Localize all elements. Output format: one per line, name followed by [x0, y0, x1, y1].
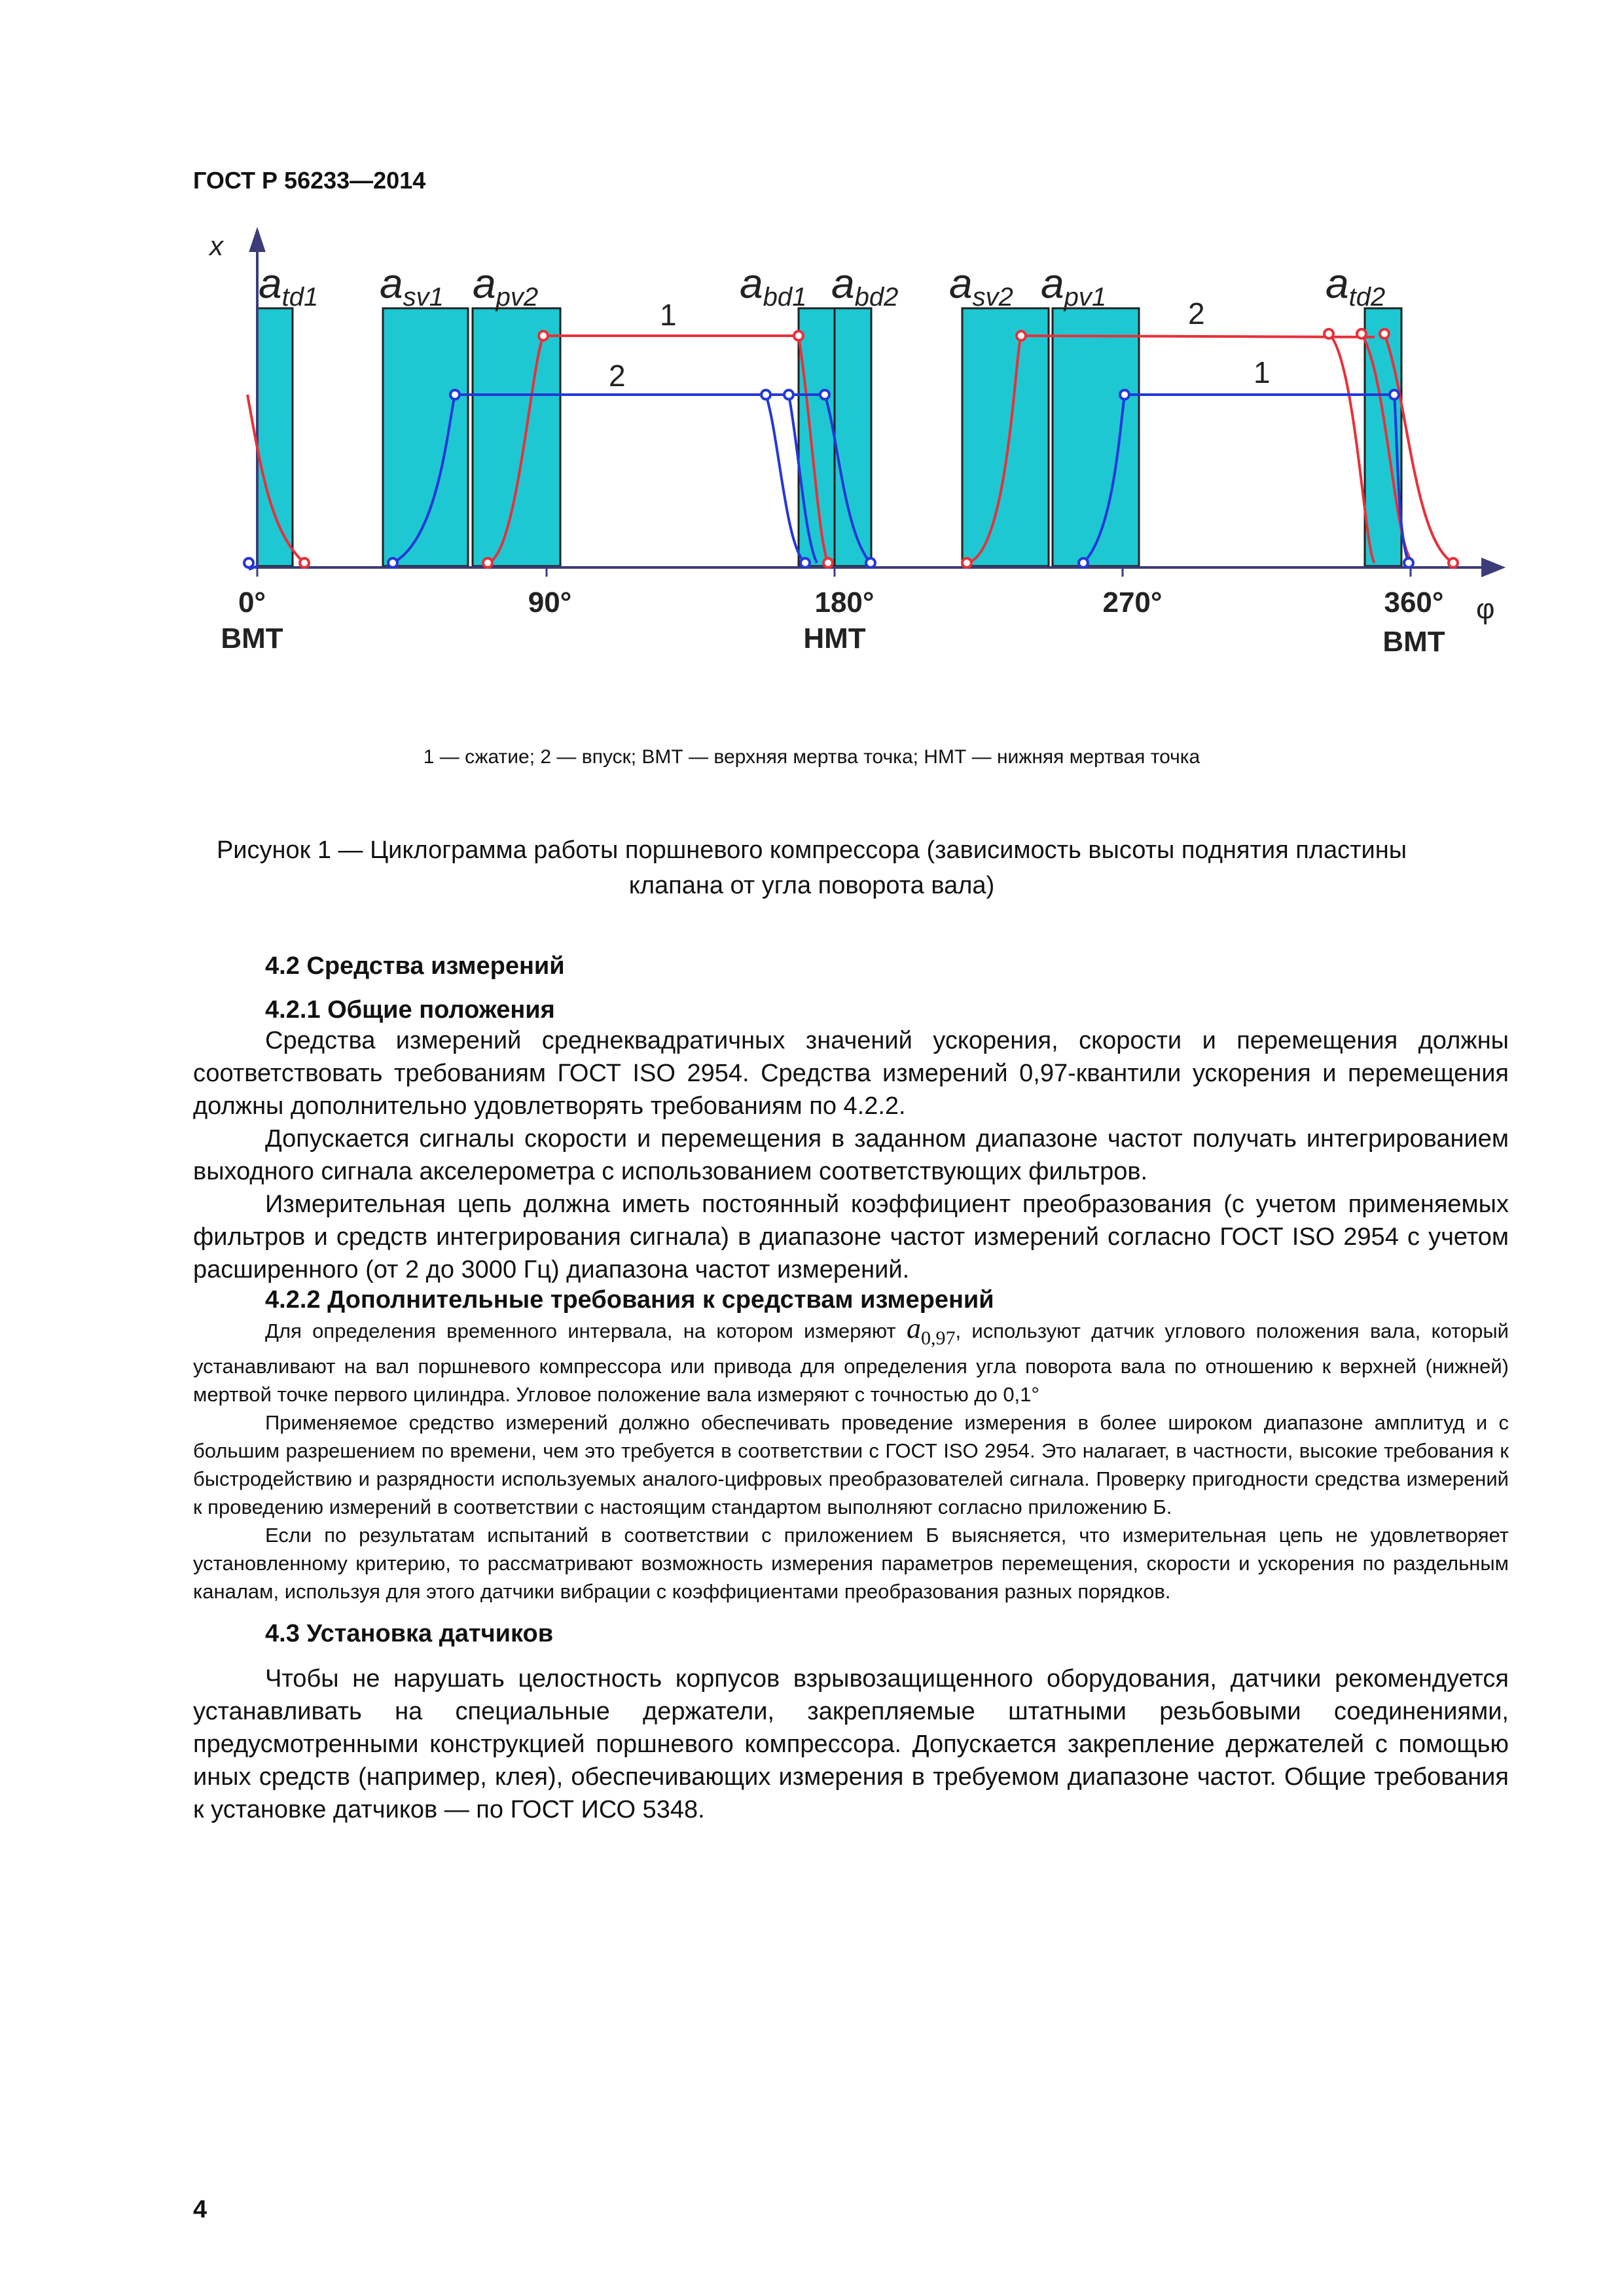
paragraph-4-2-1-a: Средства измерений среднеквадратичных значений ускорения, скорости и перемещения должны соответствовать требованиям ГОСТ ISO 2954. Средства измерений 0,97-квантили ускорения и перемещения должны дополнительно удовлетворять требованиям по 4.2.2. — [193, 1027, 1509, 1120]
bar-apv1 — [1053, 308, 1139, 566]
bar-abd1 — [799, 308, 835, 566]
label-atd1: atd1 — [259, 260, 319, 312]
label-abd1: abd1 — [740, 260, 807, 312]
tick-270: 270° — [1102, 586, 1163, 619]
tick-marks — [257, 567, 1411, 577]
point-vmt-start: ВМТ — [221, 622, 283, 655]
label-atd2: atd2 — [1326, 260, 1386, 312]
cyclogram-figure — [190, 226, 1506, 671]
paragraph-4-2-2-b: Применяемое средство измерений должно обеспечивать проведение измерения в более широком диапазоне амплитуд и с большим разрешением по времени, чем это требуется в соответствии с ГОСТ ISO 2954. Это налагает, в частности, высокие требования к быстродействию и разрядности используемых аналого-цифровых преобразователей сигнала. Проверку пригодности средства измерений к проведению измерений в соответствии с настоящим стандартом выполняют согласно приложению Б. — [193, 1410, 1509, 1518]
p1-before: Для определения временного интервала, на котором измеряют — [265, 1319, 896, 1342]
bar-asv1 — [383, 308, 468, 566]
heading-4-2-1: 4.2.1 Общие положения — [265, 996, 555, 1024]
curve-number-labels — [609, 296, 1271, 393]
label-apv1: apv1 — [1041, 260, 1107, 312]
heading-4-2-2: 4.2.2 Дополнительные требования к средствам измерений — [265, 1286, 994, 1314]
bar-atd1 — [257, 308, 293, 566]
valve-bars — [257, 308, 1401, 566]
curve-label-1-left: 1 — [660, 298, 677, 332]
y-axis-label: x — [209, 230, 223, 261]
tick-90: 90° — [528, 586, 572, 619]
tick-0: 0° — [238, 586, 266, 619]
dead-point-labels — [221, 622, 1445, 658]
point-nmt: НМТ — [803, 622, 866, 655]
figure-legend: 1 — сжатие; 2 — впуск; ВМТ — верхняя мертва точка; НМТ — нижняя мертвая точка — [423, 746, 1200, 768]
bar-apv2 — [473, 308, 560, 566]
bar-asv2 — [962, 308, 1049, 566]
document-header: ГОСТ Р 56233—2014 — [193, 167, 426, 194]
heading-4-2: 4.2 Средства измерений — [265, 952, 565, 980]
label-asv1: asv1 — [380, 260, 444, 312]
quantile-symbol: $a_{0,97}$ — [906, 1312, 956, 1349]
tick-labels — [238, 586, 1444, 619]
p1-after: , используют датчик углового положения вала, который устанавливают на вал поршневого компрессора или привода для определения угла поворота вала по отношению к верхней (нижней) мертвой точке первого цилиндра. Угловое положение вала измеряют с точностью до 0,1° — [193, 1319, 1509, 1406]
paragraph-4-2-1-b: Допускается сигналы скорости и перемещения в заданном диапазоне частот получать интегрированием выходного сигнала акселерометра с использованием соответствующих фильтров. — [193, 1125, 1509, 1185]
label-apv2: apv2 — [473, 260, 539, 312]
paragraph-4-3: Чтобы не нарушать целостность корпусов взрывозащищенного оборудования, датчики рекомендуется устанавливать на специальные держатели, закрепляемые штатными резьбовыми соединениями, предусмотренными конструкцией поршневого компрессора. Допускается закрепление держателей с помощью иных средств (например, клея), обеспечивающих измерения в требуемом диапазоне частот. Общие требования к установке датчиков — по ГОСТ ИСО 5348. — [193, 1664, 1509, 1823]
label-abd2: abd2 — [831, 260, 899, 312]
x-axis-label: φ — [1476, 593, 1495, 625]
valve-labels — [259, 260, 1385, 312]
tick-360: 360° — [1384, 586, 1444, 619]
curve-label-2-right: 2 — [1188, 296, 1205, 331]
heading-4-3: 4.3 Установка датчиков — [265, 1619, 554, 1647]
label-asv2: asv2 — [949, 260, 1013, 312]
paragraph-4-2-1-c: Измерительная цепь должна иметь постоянный коэффициент преобразования (с учетом применяемых фильтров и средств интегрирования сигнала) в диапазоне частот измерений согласно ГОСТ ISO 2954 с учетом расширенного (от 2 до 3000 Гц) диапазона частот измерений. — [193, 1191, 1509, 1283]
paragraph-4-2-2-c: Если по результатам испытаний в соответствии с приложением Б выясняется, что измерительная цепь не удовлетворяет установленному критерию, то рассматривают возможность измерения параметров перемещения, скорости и ускорения по раздельным каналам, используя для этого датчики вибрации с коэффициентами преобразования разных порядков. — [193, 1523, 1509, 1603]
page-number: 4 — [193, 2196, 208, 2223]
curve-label-2-left: 2 — [609, 359, 626, 393]
section-4-2 — [193, 952, 1509, 1826]
point-vmt-end: ВМТ — [1382, 626, 1445, 658]
caption-line-1: Рисунок 1 — Циклограмма работы поршневого компрессора (зависимость высоты поднятия пластины — [216, 836, 1407, 864]
tick-180: 180° — [814, 586, 875, 619]
paragraph-4-2-2-a — [193, 1314, 1509, 1408]
figure-caption — [190, 833, 1434, 903]
caption-line-2: клапана от угла поворота вала) — [628, 872, 995, 899]
curve-label-1-right: 1 — [1254, 355, 1271, 389]
